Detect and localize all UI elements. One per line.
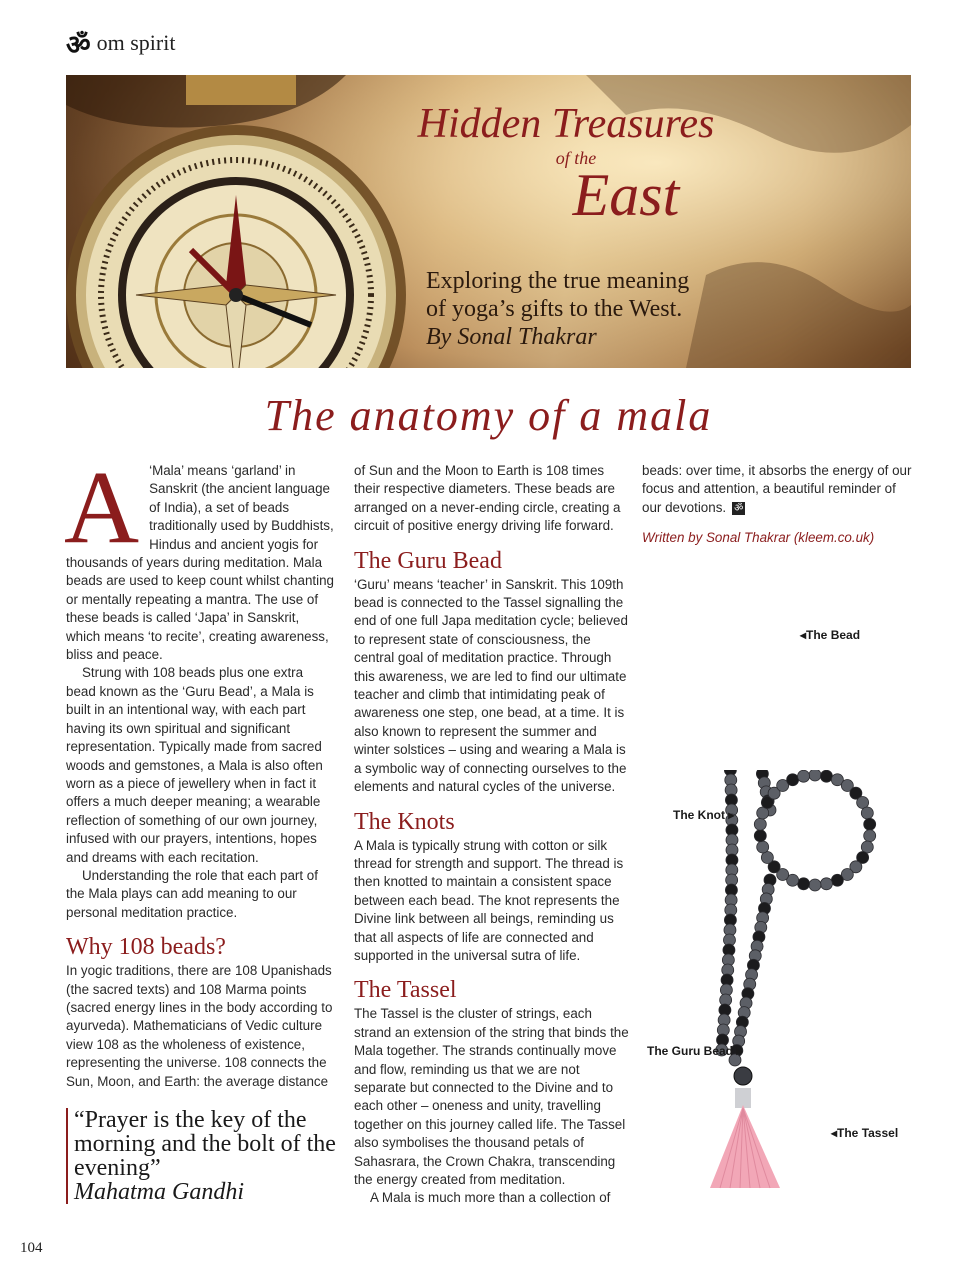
- label-the-guru-bead: The Guru Bead ▸: [647, 1044, 743, 1058]
- paragraph-knots: A Mala is typically strung with cotton or silk thread for strength and support. The thread is then knotted to maintain a consistent space between each bead. The knot represents the Divine link between all beings, reminding us that all aspects of life are connected and supported in the universal sutra of life.: [354, 837, 624, 963]
- label-the-knot: The Knot ▸: [673, 808, 735, 822]
- pull-quote: [66, 1108, 344, 1204]
- mala-bead: [809, 770, 821, 781]
- mala-bead: [831, 874, 843, 886]
- om-icon: ॐ: [66, 29, 91, 61]
- paragraph-108: In yogic traditions, there are 108 Upanishads (the sacred texts) and 108 Marma points (sacred energy lines in the body according to ayurveda). Mathematicians of Vedic culture view 108 as the wholeness of existence, representing the universe. 108 connects the Sun, Moon, and Earth: the average distance: [66, 963, 333, 1089]
- quote-text: “Prayer is the key of the morning and the bolt of the evening”: [74, 1107, 336, 1181]
- heading-guru-bead: The Guru Bead: [354, 547, 502, 574]
- hero-subtitle-line1: Exploring the true meaning: [426, 268, 690, 294]
- mala-bead: [757, 841, 769, 853]
- heading-knots: The Knots: [354, 808, 455, 835]
- paragraph-tassel: The Tassel is the cluster of strings, each strand an extension of the string that binds the Mala together. The strands continually move and flow, reminding us that we are not separate but connected to the Divine and to each other – oneness and unity, travelling together on this journey called life. The Tassel also symbolises the thousand petals of Sahasrara, the Crown Chakra, transcending the energy created from meditation.: [354, 1006, 629, 1187]
- paragraph-guru-bead: ‘Guru’ means ‘teacher’ in Sanskrit. This 109th bead is connected to the Tassel signalling the end of one full Japa meditation cycle; believed to represent state of consciousness, the central goal of meditation practice. Through this awareness, we are led to find our ultimate teacher and climb that intimidating peak of awareness one step, one bead, at a time. It is also known to represent the summer and winter solstices – using and wearing a Mala is a symbolic way of connecting ourselves to the elements and natural cycles of the universe.: [354, 576, 628, 795]
- mala-bead: [798, 770, 810, 782]
- article-title: The anatomy of a mala: [264, 391, 713, 440]
- mala-bead: [754, 830, 766, 842]
- om-icon: ॐ: [734, 502, 744, 514]
- column-2: [354, 462, 629, 1208]
- dropcap: A: [64, 450, 140, 565]
- hero-title: [371, 101, 761, 228]
- mala-bead: [809, 879, 821, 891]
- label-the-tassel: ◂The Tassel: [831, 1126, 899, 1140]
- heading-tassel: The Tassel: [354, 977, 457, 1004]
- hero-title-line3: East: [572, 162, 680, 228]
- heading-why-108: Why 108 beads?: [66, 934, 226, 961]
- author-credit: Written by Sonal Thakrar (kleem.co.uk): [642, 530, 875, 546]
- column-1: [64, 450, 336, 1091]
- mala-bead: [820, 878, 832, 890]
- mala-bead: [861, 807, 873, 819]
- mala-bead: [864, 818, 876, 830]
- hero-banner: [66, 75, 911, 368]
- paragraph-guru-intro: Strung with 108 beads plus one extra bead known as the ‘Guru Bead’, a Mala is built in an intentional way, with each part having its own spiritual and significant representation. Typically made from sacred woods and gemstones, a Mala is also often worn as a piece of jewellery when in fact it offers a much deeper meaning; a wearable reflection of something of our own journey, infused with our prayers, intentions, hopes and dreams with each recitation.: [66, 665, 323, 865]
- section-label: om spirit: [96, 30, 176, 55]
- column-3: [642, 462, 914, 548]
- mala-bead: [820, 770, 832, 782]
- guru-bead: [734, 1067, 752, 1085]
- paragraph-108-continued: of Sun and the Moon to Earth is 108 times their respective diameters. These beads are arranged on a never-ending circle, creating a circuit of positive energy driving life forward.: [354, 463, 621, 534]
- paragraph-final: A Mala is much more than a collection of: [370, 1190, 611, 1206]
- hero-byline: By Sonal Thakrar: [426, 324, 597, 350]
- paragraph-understanding: Understanding the role that each part of the Mala plays can add meaning to our personal meditation practice.: [66, 867, 318, 920]
- mala-bead: [787, 774, 799, 786]
- mala-bead: [798, 878, 810, 890]
- quote-author: Mahatma Gandhi: [74, 1179, 244, 1205]
- mala-bead: [864, 830, 876, 842]
- page-number: 104: [20, 1240, 43, 1256]
- label-the-bead: ◂The Bead: [800, 628, 861, 642]
- intro-paragraph: ‘Mala’ means ‘garland’ in Sanskrit (the ancient language of India), a set of beads traditionally used by Buddhists, Hindus and ancient yogis for thousands of years during meditation. Mala beads are used to keep count whilst chanting or mentally repeating a mantra. The use of these beads is called ‘Japa’ in Sanskrit, which means ‘to recite’, creating awareness, bliss and peace.: [66, 463, 334, 663]
- mala-bead: [754, 818, 766, 830]
- hero-subtitle: [426, 267, 689, 351]
- hero-subtitle-line2: of yoga’s gifts to the West.: [426, 296, 683, 322]
- hero-title-line1: Hidden Treasures: [417, 101, 715, 147]
- section-header: [66, 28, 176, 61]
- hero-title-line2: of the: [555, 148, 597, 168]
- paragraph-final-continued: beads: over time, it absorbs the energy of our focus and attention, a beautiful reminder of our devotions. ॐ: [642, 463, 912, 515]
